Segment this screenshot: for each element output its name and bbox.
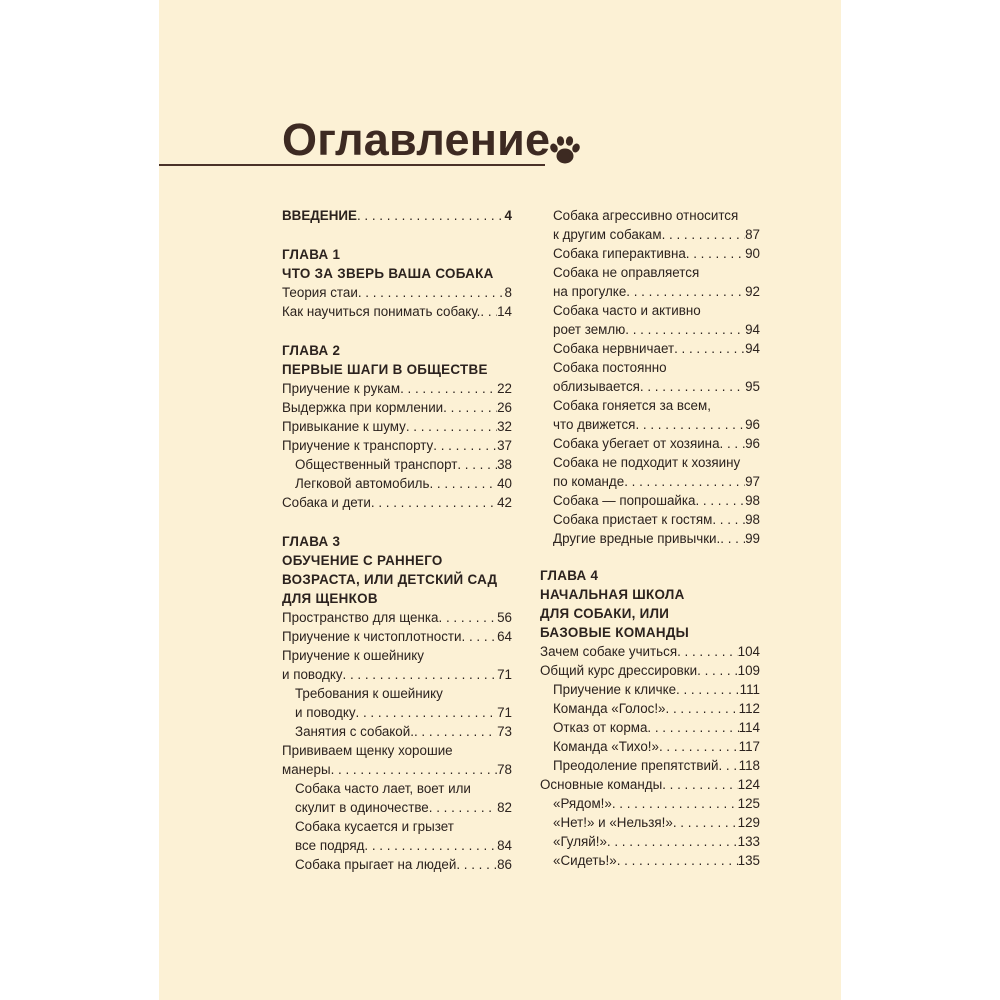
toc-entry-title: Другие вредные привычки.: [553, 531, 721, 546]
toc-leader-dots: [364, 836, 497, 855]
toc-section-chapter-4: [540, 566, 760, 870]
toc-entry[interactable]: [540, 434, 760, 453]
toc-page-number: 94: [745, 341, 760, 356]
toc-entry[interactable]: [540, 263, 760, 301]
toc-leader-dots: [462, 627, 498, 646]
toc-leader-dots: [676, 680, 740, 699]
toc-entry-row: [282, 665, 512, 684]
toc-entry-title-line: Собака часто и активно: [553, 303, 701, 318]
toc-leader-dots: [433, 436, 497, 455]
toc-leader-dots: [400, 379, 497, 398]
toc-page-number: 104: [737, 644, 760, 659]
toc-entry[interactable]: [282, 722, 512, 741]
toc-entry[interactable]: [282, 302, 512, 321]
toc-leader-dots: [357, 206, 505, 225]
toc-page-number: 111: [739, 682, 760, 697]
toc-leader-dots: [612, 794, 738, 813]
toc-entry-title: Привыкание к шуму: [282, 419, 406, 434]
toc-leader-dots: [414, 722, 497, 741]
chapter-title-line: НАЧАЛЬНАЯ ШКОЛА: [540, 587, 685, 602]
toc-leader-dots: [695, 491, 745, 510]
toc-entry[interactable]: [540, 642, 760, 661]
toc-leader-dots: [625, 320, 745, 339]
toc-entry-row: [295, 836, 512, 855]
toc-page-number: 78: [497, 762, 512, 777]
toc-entry[interactable]: [540, 851, 760, 870]
toc-page-number: 133: [737, 834, 760, 849]
toc-entry-title: Собака пристает к гостям: [553, 512, 713, 527]
toc-leader-dots: [720, 529, 745, 548]
toc-leader-dots: [429, 798, 497, 817]
toc-page-number: 71: [497, 667, 512, 682]
toc-entry-row: [553, 415, 760, 434]
toc-leader-dots: [331, 760, 498, 779]
toc-entry-title: Собака убегает от хозяина: [553, 436, 720, 451]
toc-entry[interactable]: [282, 493, 512, 512]
page-title: Оглавление: [282, 114, 551, 165]
toc-page-number: 117: [738, 739, 760, 754]
toc-entry-title: и поводку: [295, 705, 356, 720]
toc-section-chapter-2: [282, 341, 512, 512]
toc-entry[interactable]: [282, 646, 512, 684]
toc-entry-row: [553, 320, 760, 339]
toc-entry[interactable]: [540, 756, 760, 775]
toc-leader-dots: [456, 855, 497, 874]
toc-entry-title-line: Собака постоянно: [553, 360, 667, 375]
toc-entry[interactable]: [282, 283, 512, 302]
toc-entry-title: Выдержка при кормлении: [282, 400, 444, 415]
toc-page-number: 82: [497, 800, 512, 815]
toc-entry-title: «Гуляй!»: [553, 834, 607, 849]
toc-leader-dots: [358, 283, 505, 302]
toc-leader-dots: [674, 339, 745, 358]
paw-icon: [548, 134, 582, 166]
toc-page-number: 8: [504, 285, 512, 300]
toc-page-number: 94: [745, 322, 760, 337]
toc-entry-title-line: Собака гоняется за всем,: [553, 398, 711, 413]
toc-page-number: 95: [745, 379, 760, 394]
toc-leader-dots: [677, 642, 738, 661]
toc-entry-title: Общий курс дрессировки: [540, 663, 698, 678]
toc-entry-title: Основные команды: [540, 777, 663, 792]
toc-leader-dots: [718, 756, 738, 775]
toc-entry[interactable]: [540, 794, 760, 813]
toc-entry-title: облизывается: [553, 379, 640, 394]
toc-entry-title: Приучение к чистоплотности: [282, 629, 462, 644]
toc-entry-row: [553, 377, 760, 396]
toc-entry-title-line: Собака часто лает, воет или: [295, 781, 471, 796]
toc-entry[interactable]: [540, 737, 760, 756]
toc-leader-dots: [662, 225, 746, 244]
toc-leader-dots: [439, 608, 498, 627]
toc-entry-title: Теория стаи: [282, 285, 358, 300]
toc-column-right: [540, 206, 760, 890]
toc-page-number: 87: [745, 227, 760, 242]
toc-leader-dots: [712, 510, 745, 529]
toc-entry[interactable]: [282, 398, 512, 417]
toc-entry[interactable]: [540, 206, 760, 244]
toc-leader-dots: [343, 665, 498, 684]
toc-page-number: 71: [497, 705, 512, 720]
toc-entry-title: Команда «Тихо!»: [553, 739, 659, 754]
chapter-heading: [282, 341, 512, 379]
toc-leader-dots: [356, 703, 498, 722]
toc-entry-title: Приучение к рукам: [282, 381, 401, 396]
toc-page-number: 92: [745, 284, 760, 299]
toc-entry-title: все подряд: [295, 838, 365, 853]
toc-entry-row: [282, 760, 512, 779]
toc-entry-title-line: Собака не оправляется: [553, 265, 700, 280]
toc-leader-dots: [697, 661, 738, 680]
chapter-title-line: ДЛЯ СОБАКИ, ИЛИ: [540, 606, 670, 621]
toc-page-number: 56: [497, 610, 512, 625]
toc-page-number: 86: [497, 857, 512, 872]
toc-entry-title: Как научиться понимать собаку.: [282, 304, 481, 319]
toc-page-number: 73: [497, 724, 512, 739]
toc-entry-title: Команда «Голос!»: [553, 701, 666, 716]
toc-leader-dots: [371, 493, 497, 512]
toc-entry[interactable]: [540, 680, 760, 699]
toc-entry[interactable]: [282, 779, 512, 817]
toc-section-chapter-3-continued: [540, 206, 760, 548]
toc-entry-title: Собака нервничает: [553, 341, 675, 356]
toc-entry-title: Легковой автомобиль: [295, 476, 430, 491]
toc-entry[interactable]: [282, 741, 512, 779]
chapter-label: ГЛАВА 3: [282, 534, 341, 549]
toc-leader-dots: [457, 455, 497, 474]
toc-page-number: 64: [497, 629, 512, 644]
toc-page-number: 4: [504, 208, 512, 223]
toc-leader-dots: [443, 398, 497, 417]
chapter-title-line: БАЗОВЫЕ КОМАНДЫ: [540, 625, 690, 640]
toc-entry[interactable]: [540, 718, 760, 737]
chapter-heading: [282, 532, 512, 608]
toc-entry[interactable]: [282, 684, 512, 722]
chapter-title-line: ПЕРВЫЕ ШАГИ В ОБЩЕСТВЕ: [282, 362, 488, 377]
toc-page-number: 112: [738, 701, 760, 716]
chapter-title-line: ВОЗРАСТА, ИЛИ ДЕТСКИЙ САД: [282, 572, 498, 587]
toc-page-number: 84: [497, 838, 512, 853]
toc-page-number: 38: [497, 457, 512, 472]
toc-entry[interactable]: [540, 661, 760, 680]
toc-entry-title: Занятия с собакой.: [295, 724, 414, 739]
toc-entry-title: на прогулке: [553, 284, 627, 299]
toc-entry[interactable]: [540, 832, 760, 851]
chapter-heading: [282, 245, 512, 283]
chapter-title-line: ОБУЧЕНИЕ С РАННЕГО: [282, 553, 443, 568]
toc-section-chapter-1: [282, 245, 512, 321]
toc-entry-row: [553, 472, 760, 491]
toc-entry-title-line: Собака не подходит к хозяину: [553, 455, 741, 470]
toc-leader-dots: [626, 282, 745, 301]
toc-page-number: 97: [745, 474, 760, 489]
toc-leader-dots: [429, 474, 497, 493]
toc-page-number: 114: [738, 720, 760, 735]
toc-entry-title: ВВЕДЕНИЕ: [282, 208, 357, 223]
toc-page-number: 22: [497, 381, 512, 396]
toc-entry[interactable]: [540, 775, 760, 794]
toc-entry-row: [295, 703, 512, 722]
toc-page-number: 109: [737, 663, 760, 678]
chapter-title-line: ДЛЯ ЩЕНКОВ: [282, 591, 378, 606]
toc-page-number: 37: [497, 438, 512, 453]
chapter-label: ГЛАВА 2: [282, 343, 341, 358]
toc-entry[interactable]: [282, 855, 512, 874]
toc-leader-dots: [673, 813, 738, 832]
chapter-label: ГЛАВА 1: [282, 247, 341, 262]
toc-entry[interactable]: [540, 339, 760, 358]
toc-page-number: 129: [737, 815, 760, 830]
toc-page-number: 135: [737, 853, 760, 868]
toc-entry[interactable]: [540, 699, 760, 718]
toc-leader-dots: [647, 718, 738, 737]
toc-entry-title: Приучение к транспорту: [282, 438, 434, 453]
toc-entry-title: Собака прыгает на людей: [295, 857, 457, 872]
toc-entry[interactable]: [282, 206, 512, 225]
toc-page-number: 42: [497, 495, 512, 510]
toc-leader-dots: [686, 244, 745, 263]
toc-entry-title: Приучение к кличке: [553, 682, 677, 697]
toc-entry-title-line: Требования к ошейнику: [295, 686, 443, 701]
toc-leader-dots: [640, 377, 745, 396]
toc-section-chapter-3: [282, 532, 512, 874]
toc-entry-title-line: Приучение к ошейнику: [282, 648, 424, 663]
toc-leader-dots: [406, 417, 497, 436]
toc-entry-title: Собака — попрошайка: [553, 493, 696, 508]
toc-entry-title: Зачем собаке учиться: [540, 644, 678, 659]
toc-entry[interactable]: [282, 379, 512, 398]
toc-entry-title: «Рядом!»: [553, 796, 612, 811]
toc-entry-title: Собака гиперактивна: [553, 246, 686, 261]
toc-page-number: 98: [745, 493, 760, 508]
toc-entry[interactable]: [540, 491, 760, 510]
toc-entry-title: роет землю: [553, 322, 626, 337]
toc-entry[interactable]: [282, 436, 512, 455]
toc-entry[interactable]: [540, 529, 760, 548]
toc-page-number: 90: [745, 246, 760, 261]
toc-leader-dots: [720, 434, 746, 453]
toc-entry-row: [553, 282, 760, 301]
toc-entry-title: «Нет!» и «Нельзя!»: [553, 815, 673, 830]
toc-entry[interactable]: [282, 608, 512, 627]
toc-page-number: 40: [497, 476, 512, 491]
toc-leader-dots: [624, 472, 745, 491]
toc-page-number: 125: [737, 796, 760, 811]
toc-entry-row: [295, 798, 512, 817]
toc-entry[interactable]: [540, 301, 760, 339]
toc-leader-dots: [607, 832, 738, 851]
toc-entry[interactable]: [282, 817, 512, 855]
toc-page-number: 118: [738, 758, 760, 773]
toc-page-number: 98: [745, 512, 760, 527]
toc-page-number: 96: [745, 417, 760, 432]
toc-entry[interactable]: [540, 358, 760, 396]
toc-entry-title: Преодоление препятствий: [553, 758, 719, 773]
toc-column-left: [282, 206, 512, 874]
toc-entry[interactable]: [540, 396, 760, 434]
toc-entry[interactable]: [282, 474, 512, 493]
toc-page-number: 124: [737, 777, 760, 792]
toc-entry-title: к другим собакам: [553, 227, 662, 242]
toc-entry[interactable]: [282, 417, 512, 436]
toc-entry-title-line: Прививаем щенку хорошие: [282, 743, 453, 758]
toc-entry[interactable]: [540, 244, 760, 263]
chapter-label: ГЛАВА 4: [540, 568, 599, 583]
toc-entry-title: Пространство для щенка: [282, 610, 439, 625]
toc-page-number: 14: [497, 304, 512, 319]
toc-entry-title: скулит в одиночестве: [295, 800, 429, 815]
toc-page-number: 96: [745, 436, 760, 451]
toc-page-number: 32: [497, 419, 512, 434]
toc-entry-title: Общественный транспорт: [295, 457, 458, 472]
toc-entry-title-line: Собака кусается и грызет: [295, 819, 454, 834]
toc-entry-title: «Сидеть!»: [553, 853, 617, 868]
toc-entry[interactable]: [282, 627, 512, 646]
toc-leader-dots: [662, 775, 737, 794]
chapter-title-line: ЧТО ЗА ЗВЕРЬ ВАША СОБАКА: [282, 266, 494, 281]
toc-entry-title: манеры: [282, 762, 331, 777]
toc-leader-dots: [617, 851, 738, 870]
toc-page-number: 99: [745, 531, 760, 546]
toc-page-number: 26: [497, 400, 512, 415]
toc-entry[interactable]: [540, 813, 760, 832]
toc-entry[interactable]: [282, 455, 512, 474]
toc-leader-dots: [659, 737, 739, 756]
toc-leader-dots: [666, 699, 739, 718]
book-page: [159, 0, 841, 1000]
toc-entry-title-line: Собака агрессивно относится: [553, 208, 739, 223]
toc-section-intro: [282, 206, 512, 225]
toc-entry[interactable]: [540, 510, 760, 529]
toc-entry-title: по команде: [553, 474, 625, 489]
toc-entry-row: [553, 225, 760, 244]
toc-entry[interactable]: [540, 453, 760, 491]
chapter-heading: [540, 566, 760, 642]
toc-entry-title: Отказ от корма: [553, 720, 648, 735]
toc-leader-dots: [635, 415, 745, 434]
toc-entry-title: и поводку: [282, 667, 343, 682]
toc-entry-title: что движется: [553, 417, 636, 432]
toc-leader-dots: [480, 302, 497, 321]
toc-entry-title: Собака и дети: [282, 495, 371, 510]
